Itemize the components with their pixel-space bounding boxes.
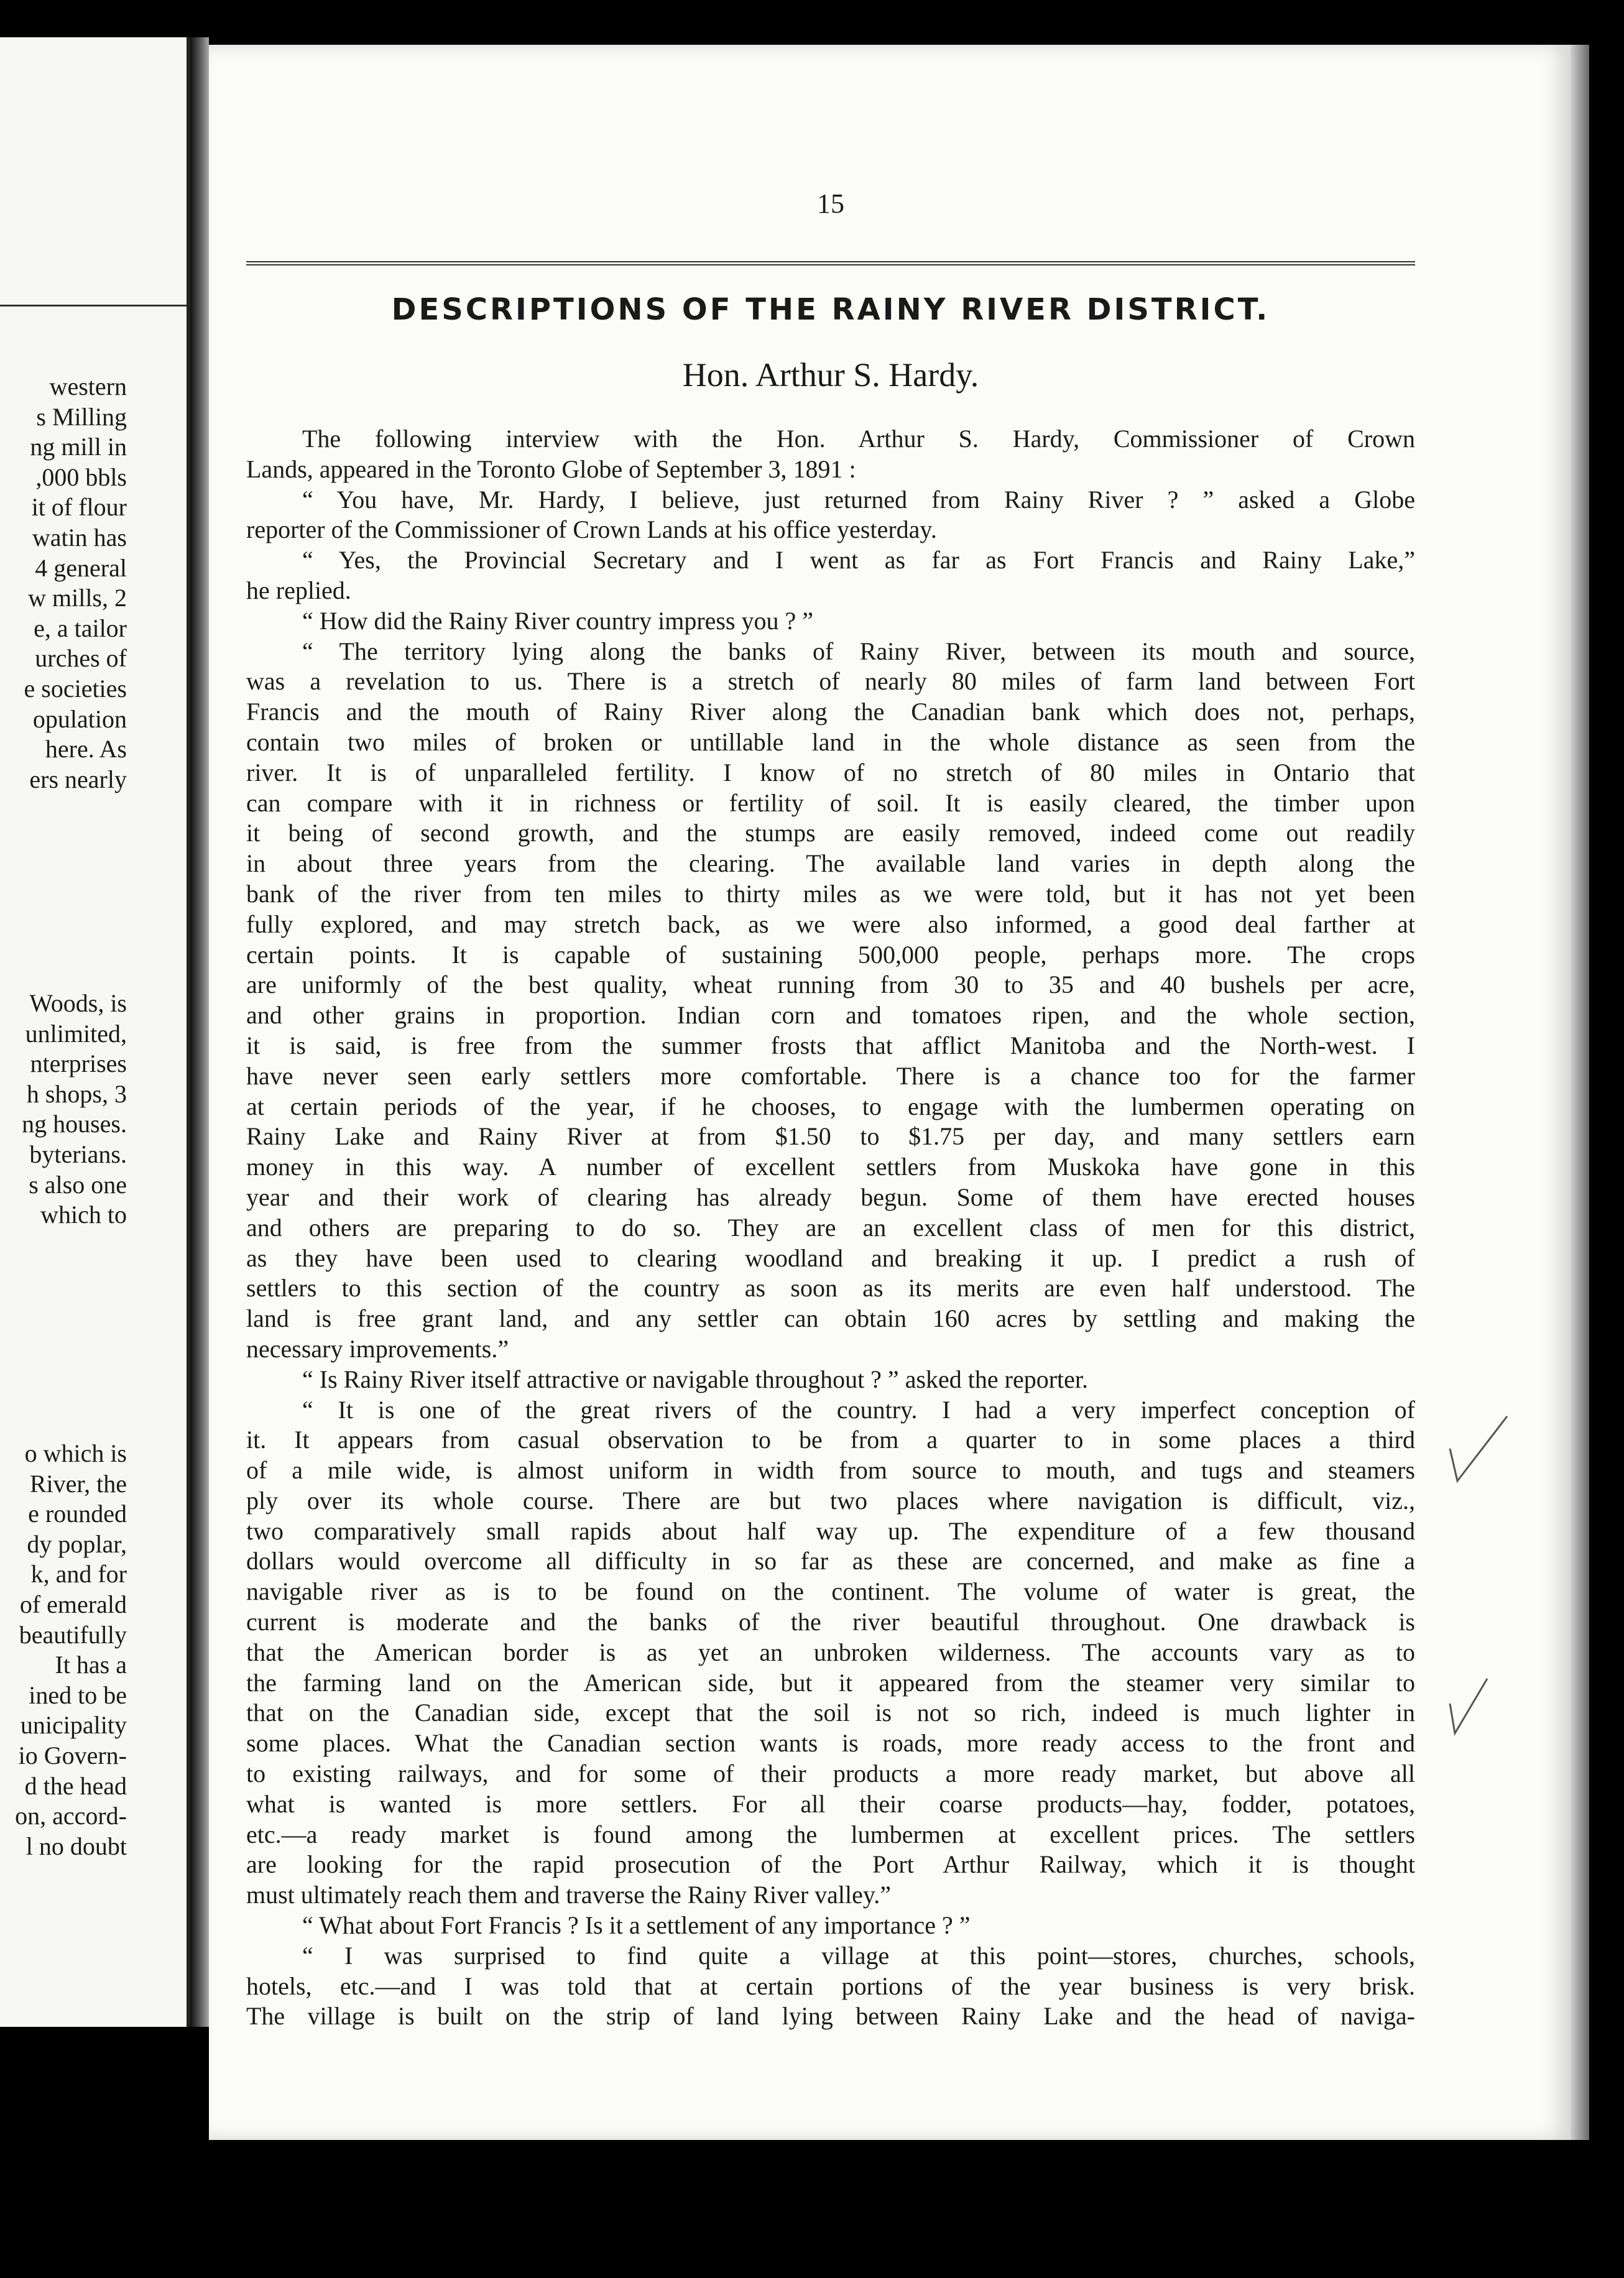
- left-fragment-line: e societies: [24, 674, 127, 703]
- left-fragment-line: dy poplar,: [27, 1529, 127, 1558]
- book-spine: [190, 37, 209, 2027]
- header-rule: [246, 261, 1415, 265]
- page-edge: [1571, 45, 1589, 2140]
- body-text-line: navigable river as is to be found on the continent. The volume of water is great, the: [246, 1577, 1415, 1606]
- pencil-check-mark-icon: [1445, 1411, 1513, 1492]
- body-text-line: settlers to this section of the country as soon as its merits are even half understood. The: [246, 1274, 1415, 1303]
- left-fragment-line: k, and for: [30, 1560, 127, 1589]
- left-fragment-line: watin has: [32, 523, 127, 551]
- left-fragment-line: here. As: [45, 735, 127, 763]
- left-fragment-line: l no doubt: [25, 1832, 127, 1860]
- body-text-line: it is said, is free from the summer frosts that afflict Manitoba and the North-west. I: [246, 1031, 1415, 1059]
- left-fragment-line: urches of: [35, 644, 127, 673]
- body-text-line: must ultimately reach them and traverse the Rainy River valley.”: [246, 1881, 892, 1909]
- body-text-line: that on the Canadian side, except that the soil is not so rich, indeed is much lighter in: [246, 1699, 1415, 1727]
- left-fragment-line: Woods, is: [29, 989, 127, 1017]
- left-fragment-line: ng mill in: [30, 433, 127, 461]
- body-text-line: “ How did the Rainy River country impress you ? ”: [302, 606, 814, 635]
- left-fragment-line: unicipality: [20, 1711, 127, 1740]
- body-text-line: are looking for the rapid prosecution of the Port Arthur Railway, which it is thought: [246, 1850, 1415, 1879]
- left-fragment-line: s also one: [29, 1170, 127, 1199]
- body-text-line: at certain periods of the year, if he chooses, to engage with the lumbermen operating on: [246, 1092, 1415, 1120]
- body-text-line: what is wanted is more settlers. For all their coarse products—hay, fodder, potatoes,: [246, 1789, 1415, 1818]
- body-text-line: current is moderate and the banks of the river beautiful throughout. One drawback is: [246, 1608, 1415, 1636]
- body-text-line: reporter of the Commissioner of Crown Lands at his office yesterday.: [246, 515, 937, 544]
- left-fragment-line: which to: [40, 1201, 127, 1229]
- body-text-line: it. It appears from casual observation to be from a quarter to in some places a third: [246, 1426, 1415, 1454]
- body-text-line: can compare with it in richness or fertility of soil. It is easily cleared, the timber upon: [246, 788, 1415, 817]
- left-fragment-line: s Milling: [36, 402, 127, 431]
- body-text-line: “ It is one of the great rivers of the country. I had a very imperfect conception of: [302, 1395, 1415, 1424]
- body-text-line: “ I was surprised to find quite a village at this point—stores, churches, schools,: [302, 1941, 1415, 1970]
- left-fragment-line: ers nearly: [29, 765, 127, 793]
- body-text-line: “ The territory lying along the banks of Rainy River, between its mouth and source,: [302, 637, 1415, 665]
- left-fragment-line: nterprises: [30, 1049, 127, 1078]
- page-number: 15: [817, 188, 844, 219]
- left-fragment-line: opulation: [32, 704, 127, 733]
- body-text-line: Rainy Lake and Rainy River at from $1.50 to $1.75 per day, and many settlers earn: [246, 1122, 1415, 1151]
- body-text-line: of a mile wide, is almost uniform in width from source to mouth, and tugs and steamers: [246, 1456, 1415, 1485]
- left-fragment-block-2: [0, 989, 127, 1230]
- body-text-line: Francis and the mouth of Rainy River along the Canadian bank which does not, perhaps,: [246, 698, 1415, 726]
- left-fragment-line: western: [49, 372, 127, 400]
- left-fragment-line: byterians.: [29, 1140, 127, 1168]
- left-fragment-line: 4 general: [35, 553, 127, 582]
- left-page-rule: [0, 305, 187, 307]
- body-text-line: money in this way. A number of excellent settlers from Muskoka have gone in this: [246, 1153, 1415, 1181]
- body-text-line: certain points. It is capable of sustaining 500,000 people, perhaps more. The crops: [246, 940, 1415, 969]
- left-fragment-line: beautifully: [19, 1620, 127, 1649]
- left-page-fragment: [0, 37, 190, 2027]
- left-fragment-line: unlimited,: [25, 1019, 127, 1048]
- body-text-line: year and their work of clearing has already begun. Some of them have erected houses: [246, 1183, 1415, 1211]
- left-fragment-line: e, a tailor: [34, 614, 127, 642]
- body-text-line: Lands, appeared in the Toronto Globe of September 3, 1891 :: [246, 454, 856, 483]
- left-fragment-line: h shops, 3: [26, 1079, 127, 1108]
- body-text-line: necessary improvements.”: [246, 1334, 509, 1363]
- page-subtitle: Hon. Arthur S. Hardy.: [682, 356, 979, 394]
- body-text-line: are uniformly of the best quality, wheat running from 30 to 35 and 40 bushels per acre,: [246, 971, 1415, 999]
- main-page: [209, 45, 1571, 2140]
- body-text-line: he replied.: [246, 576, 351, 604]
- left-fragment-block-3: [0, 1439, 127, 1861]
- body-text-line: ply over its whole course. There are but two places where navigation is difficult, viz.,: [246, 1486, 1415, 1515]
- body-text-line: and others are preparing to do so. They are an excellent class of men for this district,: [246, 1213, 1415, 1242]
- pencil-check-mark-icon: [1445, 1672, 1495, 1747]
- left-fragment-line: o which is: [24, 1439, 127, 1467]
- body-text-line: to existing railways, and for some of their products a more ready market, but above all: [246, 1759, 1415, 1788]
- left-fragment-line: it of flour: [31, 493, 127, 522]
- body-text-line: The village is built on the strip of land lying between Rainy Lake and the head of naviga-: [246, 2002, 1415, 2031]
- body-text-line: bank of the river from ten miles to thirty miles as we were told, but it has not yet been: [246, 879, 1415, 908]
- body-text-line: “ What about Fort Francis ? Is it a settlement of any importance ? ”: [302, 1911, 971, 1940]
- left-fragment-line: w mills, 2: [28, 584, 127, 612]
- body-text-line: it being of second growth, and the stumps are easily removed, indeed come out readily: [246, 819, 1415, 847]
- body-text-line: “ Yes, the Provincial Secretary and I went as far as Fort Francis and Rainy Lake,”: [302, 546, 1415, 574]
- body-text-line: contain two miles of broken or untillable land in the whole distance as seen from the: [246, 727, 1415, 756]
- body-text-line: river. It is of unparalleled fertility. I know of no stretch of 80 miles in Ontario that: [246, 758, 1415, 786]
- body-text-line: was a revelation to us. There is a stretch of nearly 80 miles of farm land between Fort: [246, 667, 1415, 696]
- body-text-line: land is free grant land, and any settler can obtain 160 acres by settling and making the: [246, 1304, 1415, 1333]
- left-fragment-line: of emerald: [19, 1590, 127, 1618]
- body-text-line: “ You have, Mr. Hardy, I believe, just returned from Rainy River ? ” asked a Globe: [302, 485, 1415, 514]
- left-fragment-line: ,000 bbls: [35, 463, 127, 491]
- body-text-line: “ Is Rainy River itself attractive or navigable throughout ? ” asked the reporter.: [302, 1365, 1089, 1393]
- body-text-line: The following interview with the Hon. Arthur S. Hardy, Commissioner of Crown: [302, 425, 1415, 453]
- left-fragment-line: d the head: [24, 1771, 127, 1800]
- page-title: DESCRIPTIONS OF THE RAINY RIVER DISTRICT.: [391, 292, 1270, 327]
- left-fragment-line: River, the: [29, 1469, 127, 1498]
- left-fragment-block-1: [0, 372, 127, 795]
- article-body: [246, 424, 1415, 2032]
- body-text-line: hotels, etc.—and I was told that at certain portions of the year business is very brisk.: [246, 1971, 1415, 2000]
- left-fragment-line: io Govern-: [18, 1741, 127, 1769]
- body-text-line: that the American border is as yet an unbroken wilderness. The accounts vary as to: [246, 1638, 1415, 1666]
- body-text-line: fully explored, and may stretch back, as we were also informed, a good deal farther at: [246, 910, 1415, 938]
- body-text-line: have never seen early settlers more comfortable. There is a chance too for the farmer: [246, 1061, 1415, 1090]
- body-text-line: in about three years from the clearing. The available land varies in depth along the: [246, 849, 1415, 878]
- body-text-line: two comparatively small rapids about half way up. The expenditure of a few thousand: [246, 1516, 1415, 1545]
- body-text-line: the farming land on the American side, but it appeared from the steamer very similar to: [246, 1668, 1415, 1697]
- body-text-line: some places. What the Canadian section wants is roads, more ready access to the front and: [246, 1729, 1415, 1758]
- body-text-line: and other grains in proportion. Indian corn and tomatoes ripen, and the whole section,: [246, 1001, 1415, 1030]
- body-text-line: as they have been used to clearing woodland and breaking it up. I predict a rush of: [246, 1243, 1415, 1272]
- left-fragment-line: ined to be: [29, 1681, 127, 1709]
- left-fragment-line: on, accord-: [15, 1802, 127, 1830]
- left-fragment-line: e rounded: [28, 1500, 127, 1528]
- body-text-line: dollars would overcome all difficulty in so far as these are concerned, and make as fine a: [246, 1547, 1415, 1575]
- left-fragment-line: It has a: [55, 1651, 127, 1679]
- left-fragment-line: ng houses.: [22, 1110, 127, 1138]
- body-text-line: etc.—a ready market is found among the lumbermen at excellent prices. The settlers: [246, 1820, 1415, 1848]
